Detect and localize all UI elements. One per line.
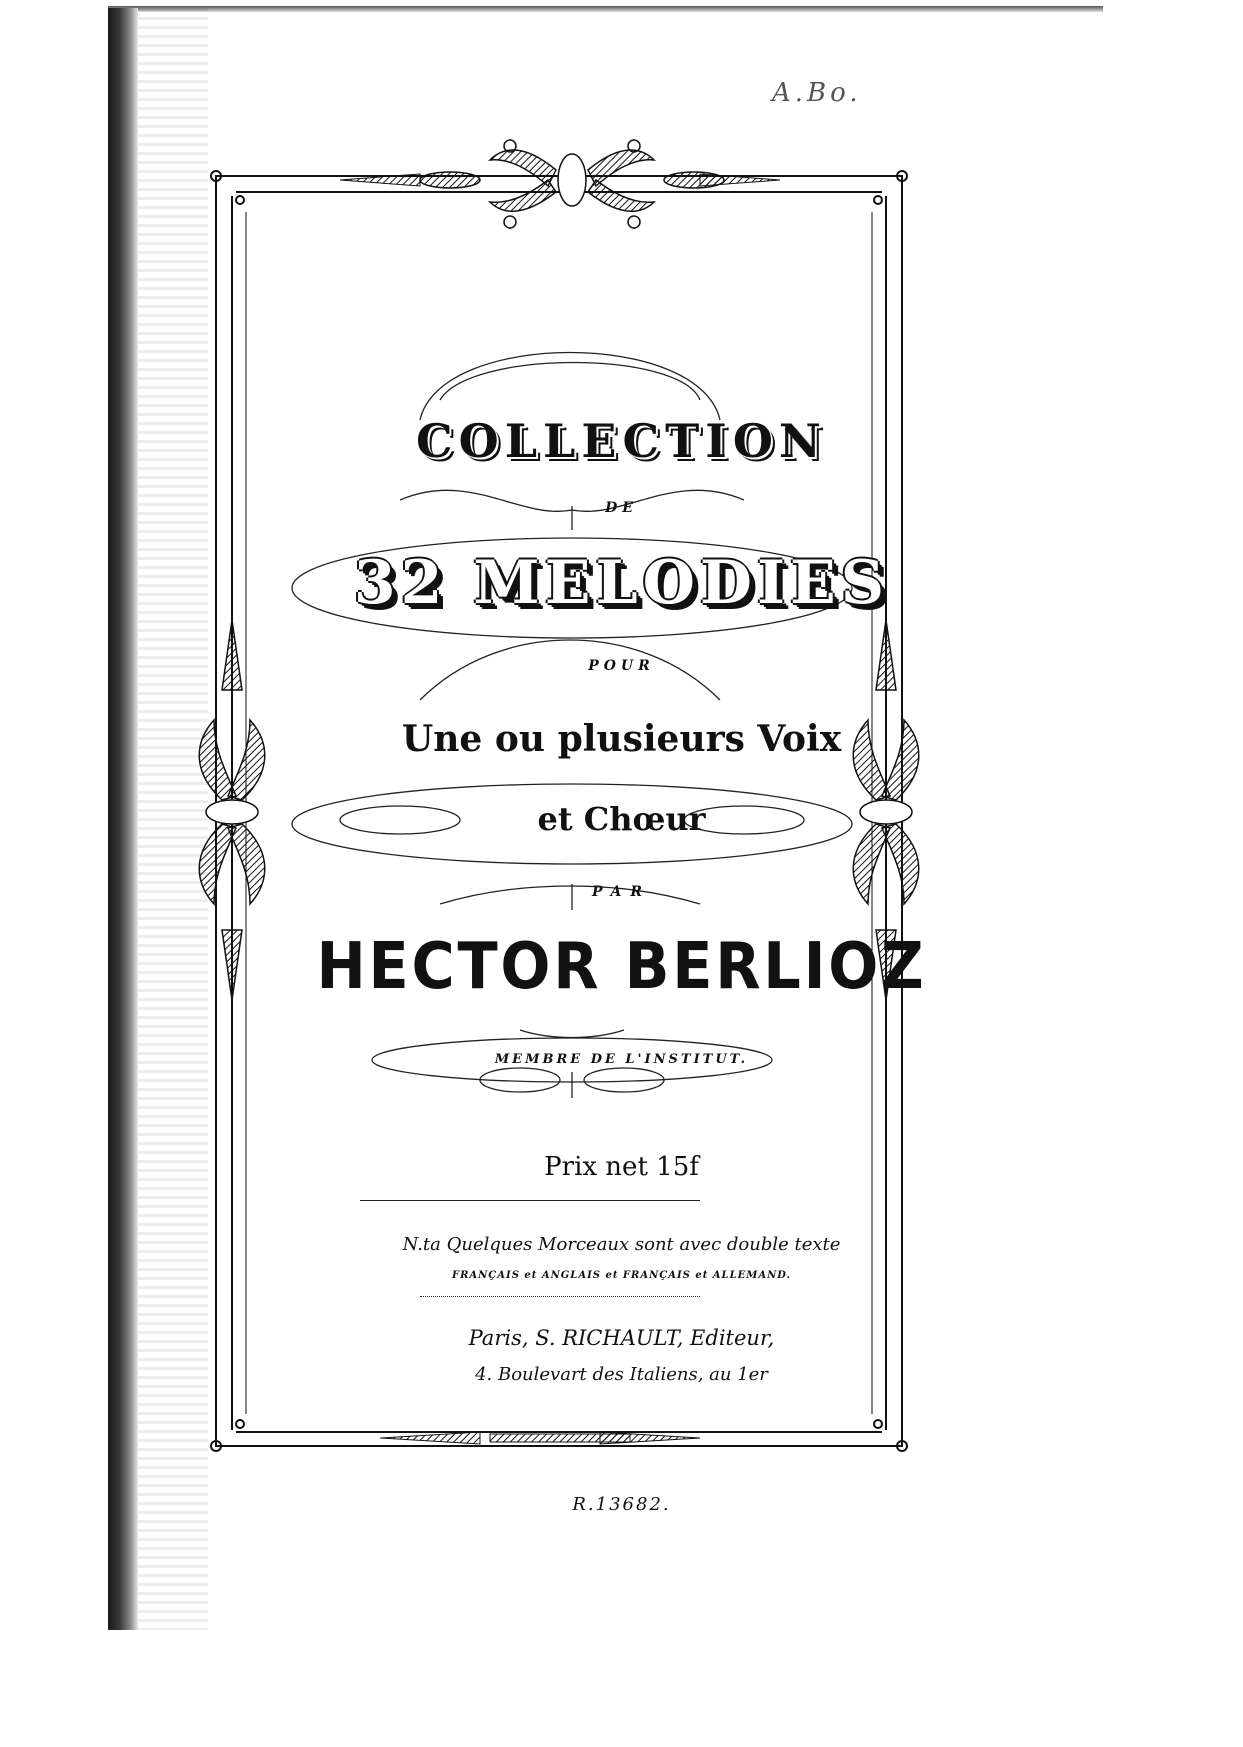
divider (360, 1200, 700, 1201)
title-melodies: 32 MELODIES (353, 548, 890, 618)
title-voices: Une ou plusieurs Voix (401, 718, 842, 760)
title-de: DE (605, 500, 638, 516)
price: Prix net 15f (544, 1152, 699, 1182)
publisher-name: Paris, S. RICHAULT, Editeur, (468, 1326, 775, 1350)
title-collection: COLLECTION (416, 414, 827, 468)
title-choir: et Chœur (537, 800, 706, 838)
archive-mark: A.Bo. (772, 78, 862, 108)
note-text: N.ta Quelques Morceaux sont avec double texte (402, 1234, 841, 1255)
title-par: PAR (591, 884, 651, 900)
plate-number: R.13682. (572, 1494, 671, 1515)
title-pour: POUR (588, 658, 655, 674)
divider-dotted (420, 1296, 700, 1297)
composer-name: HECTOR BERLIOZ (316, 930, 927, 1004)
composer-membership: MEMBRE DE L'INSTITUT. (494, 1052, 749, 1067)
publisher-address: 4. Boulevart des Italiens, au 1er (475, 1364, 768, 1385)
note-languages: FRANÇAIS et ANGLAIS et FRANÇAIS et ALLEMAND. (451, 1270, 792, 1281)
